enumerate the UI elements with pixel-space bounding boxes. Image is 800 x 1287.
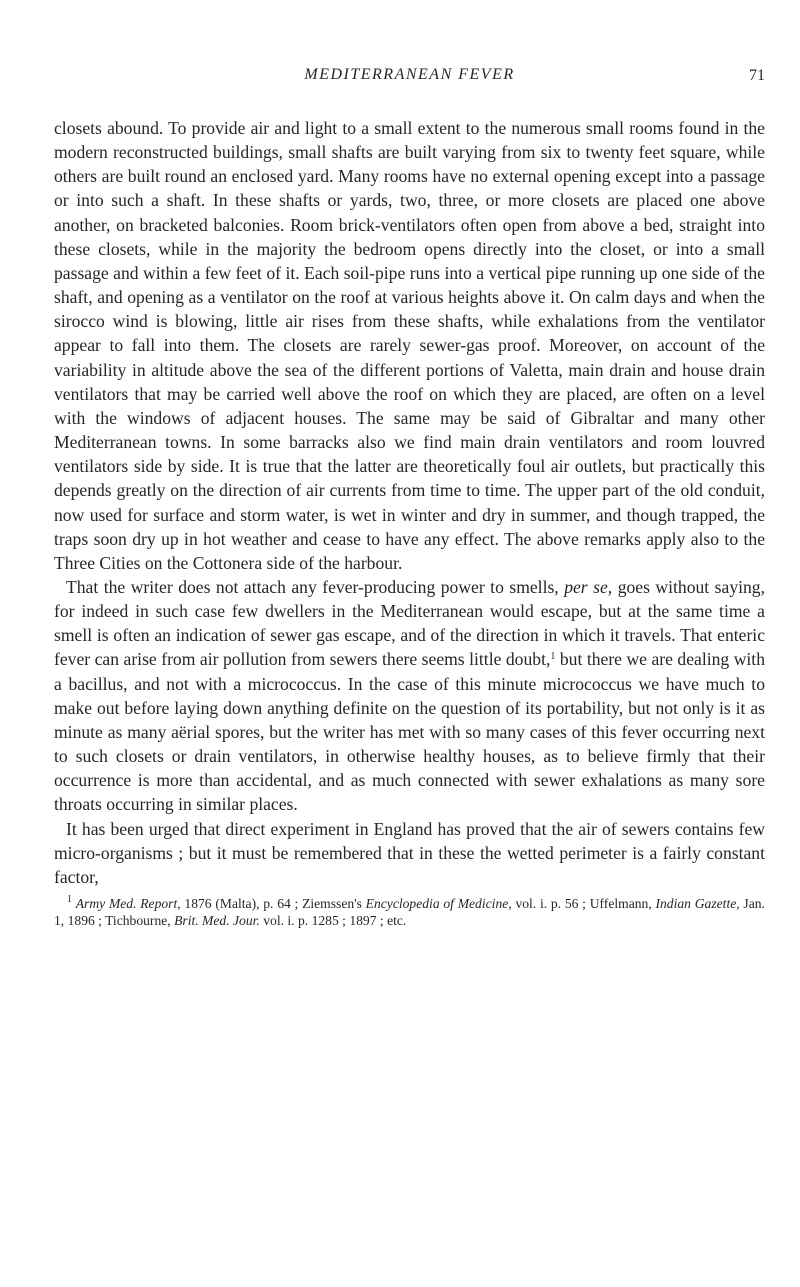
book-page — [54, 0, 765, 1287]
body-text — [54, 116, 765, 889]
paragraph-smells — [54, 575, 765, 817]
footnote — [54, 895, 765, 929]
footnote-text: 1876 (Malta), p. 64 ; Ziemssen's — [184, 896, 362, 911]
footnote-source: Encyclopedia of Medicine, — [365, 896, 512, 911]
paragraph-closets: closets abound. To provide air and light to a small extent to the numerous small rooms found in the modern reconstructed buildings, small shafts are built varying from six to twenty feet square, while others are built round an enclosed yard. Many rooms have no external opening except into a passage or into such a shaft. In these shafts or yards, two, three, or more closets are placed one above another, on bracketed balconies. Room brick-ventilators often open from above a bed, straight into these closets, while in the majority the bedroom opens directly into the closet, or into a small passage and within a few feet of it. Each soil-pipe runs into a vertical pipe running up one side of the shaft, and opening as a ventilator on the roof at various heights above it. On calm days and when the sirocco wind is blowing, little air rises from these shafts, while exhalations from the ventilator appear to fall into them. The closets are rarely sewer-gas proof. Moreover, on account of the variability in altitude above the sea of the different portions of Valetta, main drain and house drain ventilators that may be carried well above the roof on which they are placed, are often on a level with the windows of adjacent houses. The same may be said of Gibraltar and many other Mediterranean towns. In some barracks also we find main drain ventilators and room louvred ventilators side by side. It is true that the latter are theoretically foul air outlets, but practically this depends greatly on the direction of air currents from time to time. The upper part of the old conduit, now used for surface and storm water, is wet in winter and dry in summer, and though trapped, the traps soon dry up in hot weather and cease to have any effect. The above remarks apply also to the Three Cities on the Cottonera side of the harbour. — [54, 118, 765, 573]
page-number: 71 — [749, 67, 765, 84]
paragraph-text: goes without saying, for indeed in such case few dwellers in the Mediterranean would escape, but at the same time a smell is often an indication of sewer gas escape, and of the direction in which it travels. That enteric fever can arise from air pollution from sewers there seems little doubt, — [54, 576, 765, 670]
italic-phrase: per se, — [564, 576, 613, 597]
footnote-source: Indian Gazette, — [655, 896, 740, 911]
footnote-reference[interactable]: 1 — [550, 651, 556, 663]
paragraph-text: That the writer does not attach any fever-producing power to smells, — [66, 576, 559, 597]
running-title: MEDITERRANEAN FEVER — [304, 66, 515, 83]
paragraph-text: but there we are dealing with a bacillus, and not with a micrococcus. In the case of this minute micrococcus we have much to make out before laying down anything definite on the question of its portability, but not only is it as minute as many aërial spores, but the writer has met with so many cases of this fever occurring next to such closets or drain ventilators, in otherwise healthy houses, as to believe firmly that their occurrence is more than accidental, and as much connected with sewer exhalations as many sore throats occurring in similar places. — [54, 649, 765, 815]
footnote-text: vol. i. p. 56 ; Uffelmann, — [515, 896, 652, 911]
paragraph-sewers: It has been urged that direct experiment in England has proved that the air of sewers contains few micro-organisms ; but it must be remembered that in these the wetted perimeter is a fairly constant factor, — [54, 818, 765, 887]
footnote-source: Army Med. Report, — [75, 896, 181, 911]
footnote-source: Brit. Med. Jour. — [174, 913, 260, 929]
footnote-text: Jan. 1, 1896 ; Tichbourne, — [54, 896, 765, 929]
running-head — [54, 0, 765, 86]
footnote-marker: 1 — [67, 894, 72, 905]
footnote-text: vol. i. p. 1285 ; 1897 ; etc. — [263, 913, 407, 929]
footnotes — [54, 895, 765, 929]
